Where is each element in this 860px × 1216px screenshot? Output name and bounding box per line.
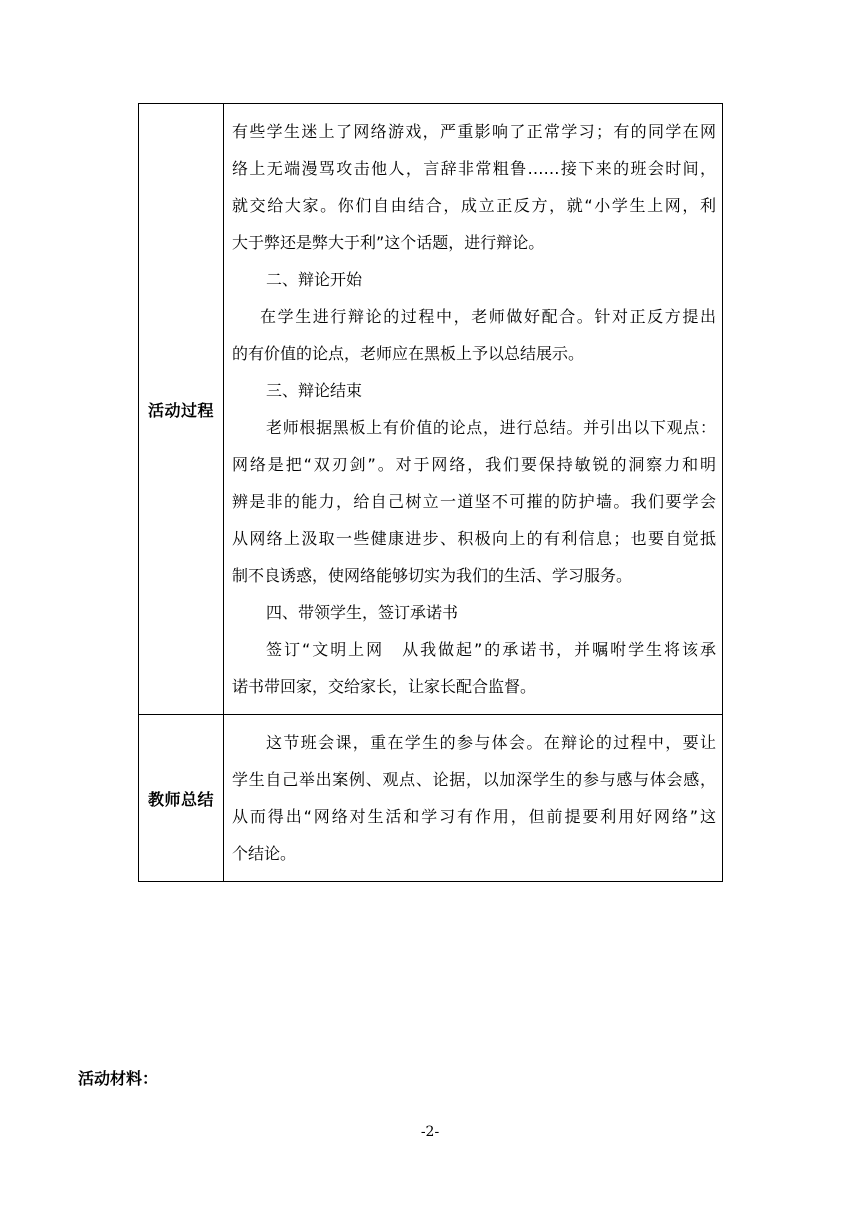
text-line: 辨是非的能力，给自己树立一道坚不可摧的防护墙。我们要学会 [232, 492, 716, 511]
row-label-activity-process: 活动过程 [139, 104, 224, 715]
text-line: 从而得出“网络对生活和学习有作用，但前提要利用好网络”这 [232, 807, 716, 826]
text-line: 这节班会课，重在学生的参与体会。在辩论的过程中，要让 [266, 733, 716, 752]
text-line: 的有价值的论点，老师应在黑板上予以总结展示。 [232, 344, 585, 363]
activity-process-content [224, 104, 723, 715]
text-line: 就交给大家。你们自由结合，成立正反方，就“小学生上网，利 [232, 196, 716, 215]
table-row-teacher-summary [139, 715, 723, 882]
row-label-teacher-summary: 教师总结 [139, 715, 224, 882]
text-line: 大于弊还是弊大于利”这个话题，进行辩论。 [232, 233, 545, 252]
text-line: 有些学生迷上了网络游戏，严重影响了正常学习；有的同学在网 [232, 122, 716, 141]
text-line: 个结论。 [232, 844, 297, 863]
teacher-summary-content [224, 715, 723, 882]
section-heading-debate-end: 三、辩论结束 [266, 381, 363, 400]
table-row-activity-process [139, 104, 723, 715]
page-number: -2- [420, 1124, 440, 1140]
section-heading-debate-start: 二、辩论开始 [266, 270, 363, 289]
text-line: 网络是把“双刃剑”。对于网络，我们要保持敏锐的洞察力和明 [232, 455, 716, 474]
text-line: 从网络上汲取一些健康进步、积极向上的有利信息；也要自觉抵 [232, 529, 716, 548]
text-line: 学生自己举出案例、观点、论据，以加深学生的参与感与体会感， [232, 770, 716, 789]
text-line: 老师根据黑板上有价值的论点，进行总结。并引出以下观点： [266, 418, 716, 437]
section-heading-sign-pledge: 四、带领学生，签订承诺书 [266, 603, 459, 622]
text-line: 络上无端漫骂攻击他人，言辞非常粗鲁……接下来的班会时间， [232, 159, 716, 178]
lesson-plan-table [138, 103, 723, 882]
text-line: 在学生进行辩论的过程中，老师做好配合。针对正反方提出 [260, 307, 716, 326]
text-line: 制不良诱惑，使网络能够切实为我们的生活、学习服务。 [232, 566, 633, 585]
activity-materials-label: 活动材料： [78, 1069, 159, 1088]
text-line: 诺书带回家，交给家长，让家长配合监督。 [232, 677, 537, 696]
text-line: 签订“文明上网 从我做起”的承诺书，并嘱咐学生将该承 [266, 640, 716, 659]
